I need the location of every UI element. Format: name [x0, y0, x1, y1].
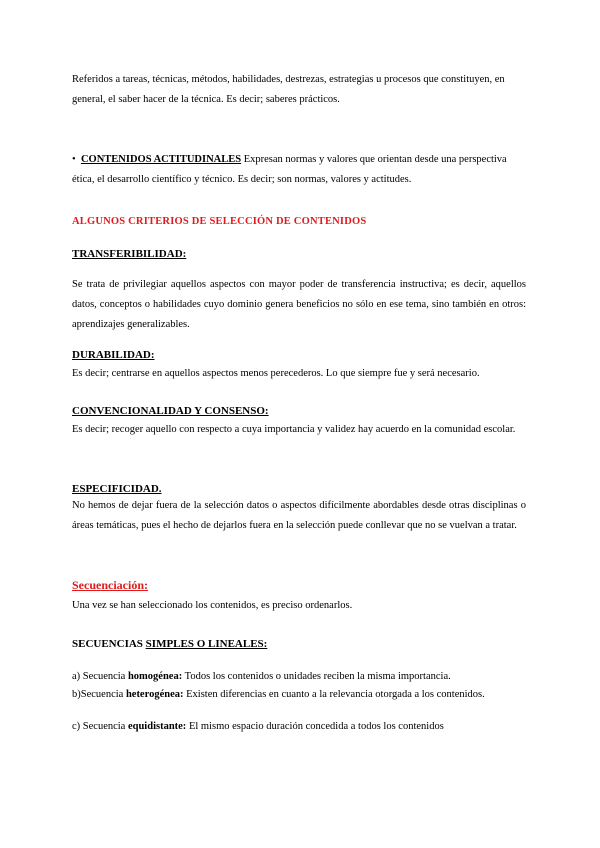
secuencias-heading	[72, 634, 526, 655]
item-b-text: Existen diferencias en cuanto a la relevancia otorgada a los contenidos.	[183, 689, 485, 700]
item-b	[72, 685, 526, 705]
intro-paragraph	[72, 70, 526, 110]
item-a-text: Todos los contenidos o unidades reciben la misma importancia.	[182, 671, 451, 682]
convencionalidad-paragraph	[72, 420, 526, 440]
item-c	[72, 717, 526, 737]
transferibilidad-heading	[72, 244, 526, 265]
secuenciacion-paragraph	[72, 596, 526, 616]
convencionalidad-heading	[72, 401, 526, 422]
secuencias-heading-plain: SECUENCIAS	[72, 638, 146, 650]
actitudinales-label: CONTENIDOS ACTITUDINALES	[80, 154, 242, 165]
item-b-bold: heterogénea:	[125, 689, 184, 700]
criteria-heading	[72, 212, 526, 232]
item-b-prefix: b)Secuencia	[72, 689, 126, 700]
transferibilidad-heading-text: TRANSFERIBILIDAD:	[72, 248, 187, 260]
especificidad-paragraph	[72, 496, 526, 536]
criteria-heading-text: ALGUNOS CRITERIOS DE SELECCIÓN DE CONTENIDOS	[72, 216, 367, 227]
item-a-prefix: a) Secuencia	[72, 671, 128, 682]
transferibilidad-text: Se trata de privilegiar aquellos aspectos con mayor poder de transferencia instructiva; es decir, aquellos datos, conceptos o habilidades cuyo dominio genera beneficios no sólo en ese tema, sino también en otros: aprendizajes generalizables.	[72, 279, 526, 330]
item-c-prefix: c) Secuencia	[72, 721, 128, 732]
durabilidad-paragraph	[72, 364, 526, 384]
actitudinales-bullet	[72, 150, 526, 190]
durabilidad-text: Es decir; centrarse en aquellos aspectos menos perecederos. Lo que siempre fue y será necesario.	[72, 368, 480, 379]
bullet-marker: •	[72, 154, 76, 165]
secuenciacion-text: Una vez se han seleccionado los contenidos, es preciso ordenarlos.	[72, 600, 353, 611]
convencionalidad-text: Es decir; recoger aquello con respecto a cuya importancia y validez hay acuerdo en la comunidad escolar.	[72, 424, 516, 435]
especificidad-heading-text: ESPECIFICIDAD.	[72, 483, 162, 495]
convencionalidad-heading-text: CONVENCIONALIDAD Y CONSENSO:	[72, 405, 269, 417]
item-a	[72, 667, 526, 687]
item-c-text: El mismo espacio duración concedida a todos los contenidos	[186, 721, 444, 732]
item-c-bold: equidistante:	[127, 721, 187, 732]
intro-text: Referidos a tareas, técnicas, métodos, habilidades, destrezas, estrategias u procesos que constituyen, en general, el saber hacer de la técnica. Es decir; saberes prácticos.	[72, 74, 505, 105]
secuenciacion-heading	[72, 575, 526, 597]
item-a-bold: homogénea:	[127, 671, 183, 682]
secuenciacion-heading-text: Secuenciación:	[72, 578, 148, 592]
secuencias-heading-underlined: SIMPLES O LINEALES:	[145, 638, 268, 650]
especificidad-text: No hemos de dejar fuera de la selección datos o aspectos difícilmente abordables desde otras disciplinas o áreas temáticas, pues el hecho de dejarlos fuera en la selección puede conllevar que no se vuelvan a tratar.	[72, 500, 526, 531]
durabilidad-heading	[72, 345, 526, 366]
durabilidad-heading-text: DURABILIDAD:	[72, 349, 155, 361]
actitudinales-text: Expresan normas y valores que orientan desde una perspectiva ética, el desarrollo científico y técnico. Es decir; son normas, valores y actitudes.	[72, 154, 507, 185]
transferibilidad-paragraph	[72, 275, 526, 335]
